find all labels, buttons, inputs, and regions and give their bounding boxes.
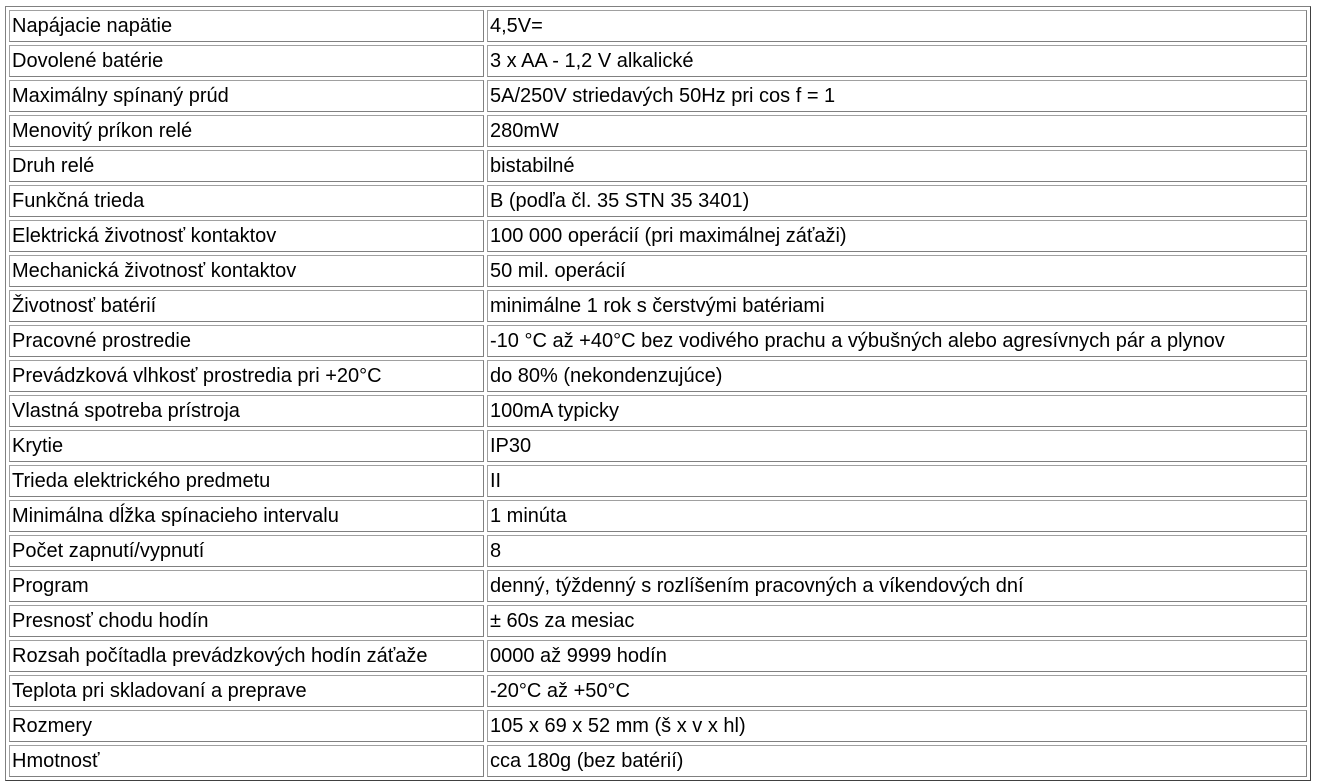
table-row — [9, 10, 1307, 42]
table-row — [9, 500, 1307, 532]
table-row — [9, 430, 1307, 462]
value-cell: -10 °C až +40°C bez vodivého prachu a výbušných alebo agresívnych pár a plynov — [487, 325, 1307, 357]
parameter-cell: Presnosť chodu hodín — [9, 605, 484, 637]
table-row — [9, 185, 1307, 217]
value-cell: II — [487, 465, 1307, 497]
table-row — [9, 640, 1307, 672]
table-row — [9, 570, 1307, 602]
value-cell: 105 x 69 x 52 mm (š x v x hl) — [487, 710, 1307, 742]
value-cell: 5A/250V striedavých 50Hz pri cos f = 1 — [487, 80, 1307, 112]
parameter-cell: Menovitý príkon relé — [9, 115, 484, 147]
value-cell: minimálne 1 rok s čerstvými batériami — [487, 290, 1307, 322]
table-row — [9, 710, 1307, 742]
value-cell: 3 x AA - 1,2 V alkalické — [487, 45, 1307, 77]
parameter-cell: Pracovné prostredie — [9, 325, 484, 357]
value-cell: B (podľa čl. 35 STN 35 3401) — [487, 185, 1307, 217]
parameter-cell: Elektrická životnosť kontaktov — [9, 220, 484, 252]
specifications-table — [5, 6, 1311, 781]
table-row — [9, 675, 1307, 707]
value-cell: 100mA typicky — [487, 395, 1307, 427]
parameter-cell: Funkčná trieda — [9, 185, 484, 217]
table-row — [9, 535, 1307, 567]
value-cell: 50 mil. operácií — [487, 255, 1307, 287]
parameter-cell: Prevádzková vlhkosť prostredia pri +20°C — [9, 360, 484, 392]
value-cell: 100 000 operácií (pri maximálnej záťaži) — [487, 220, 1307, 252]
table-row — [9, 115, 1307, 147]
table-row — [9, 395, 1307, 427]
parameter-cell: Rozsah počítadla prevádzkových hodín záťaže — [9, 640, 484, 672]
table-row — [9, 45, 1307, 77]
value-cell: cca 180g (bez batérií) — [487, 745, 1307, 777]
parameter-cell: Vlastná spotreba prístroja — [9, 395, 484, 427]
value-cell: denný, týždenný s rozlíšením pracovných a víkendových dní — [487, 570, 1307, 602]
value-cell: do 80% (nekondenzujúce) — [487, 360, 1307, 392]
parameter-cell: Maximálny spínaný prúd — [9, 80, 484, 112]
parameter-cell: Rozmery — [9, 710, 484, 742]
parameter-cell: Mechanická životnosť kontaktov — [9, 255, 484, 287]
table-row — [9, 360, 1307, 392]
specifications-table-body — [9, 10, 1307, 777]
table-row — [9, 255, 1307, 287]
table-row — [9, 325, 1307, 357]
table-row — [9, 220, 1307, 252]
table-row — [9, 80, 1307, 112]
value-cell: IP30 — [487, 430, 1307, 462]
table-row — [9, 605, 1307, 637]
parameter-cell: Hmotnosť — [9, 745, 484, 777]
value-cell: 1 minúta — [487, 500, 1307, 532]
parameter-cell: Program — [9, 570, 484, 602]
table-row — [9, 290, 1307, 322]
parameter-cell: Teplota pri skladovaní a preprave — [9, 675, 484, 707]
parameter-cell: Krytie — [9, 430, 484, 462]
table-row — [9, 465, 1307, 497]
parameter-cell: Počet zapnutí/vypnutí — [9, 535, 484, 567]
value-cell: 4,5V= — [487, 10, 1307, 42]
table-row — [9, 150, 1307, 182]
value-cell: bistabilné — [487, 150, 1307, 182]
table-row — [9, 745, 1307, 777]
value-cell: 8 — [487, 535, 1307, 567]
value-cell: -20°C až +50°C — [487, 675, 1307, 707]
parameter-cell: Napájacie napätie — [9, 10, 484, 42]
parameter-cell: Minimálna dĺžka spínacieho intervalu — [9, 500, 484, 532]
parameter-cell: Druh relé — [9, 150, 484, 182]
value-cell: 280mW — [487, 115, 1307, 147]
parameter-cell: Trieda elektrického predmetu — [9, 465, 484, 497]
value-cell: 0000 až 9999 hodín — [487, 640, 1307, 672]
parameter-cell: Životnosť batérií — [9, 290, 484, 322]
value-cell: ± 60s za mesiac — [487, 605, 1307, 637]
parameter-cell: Dovolené batérie — [9, 45, 484, 77]
